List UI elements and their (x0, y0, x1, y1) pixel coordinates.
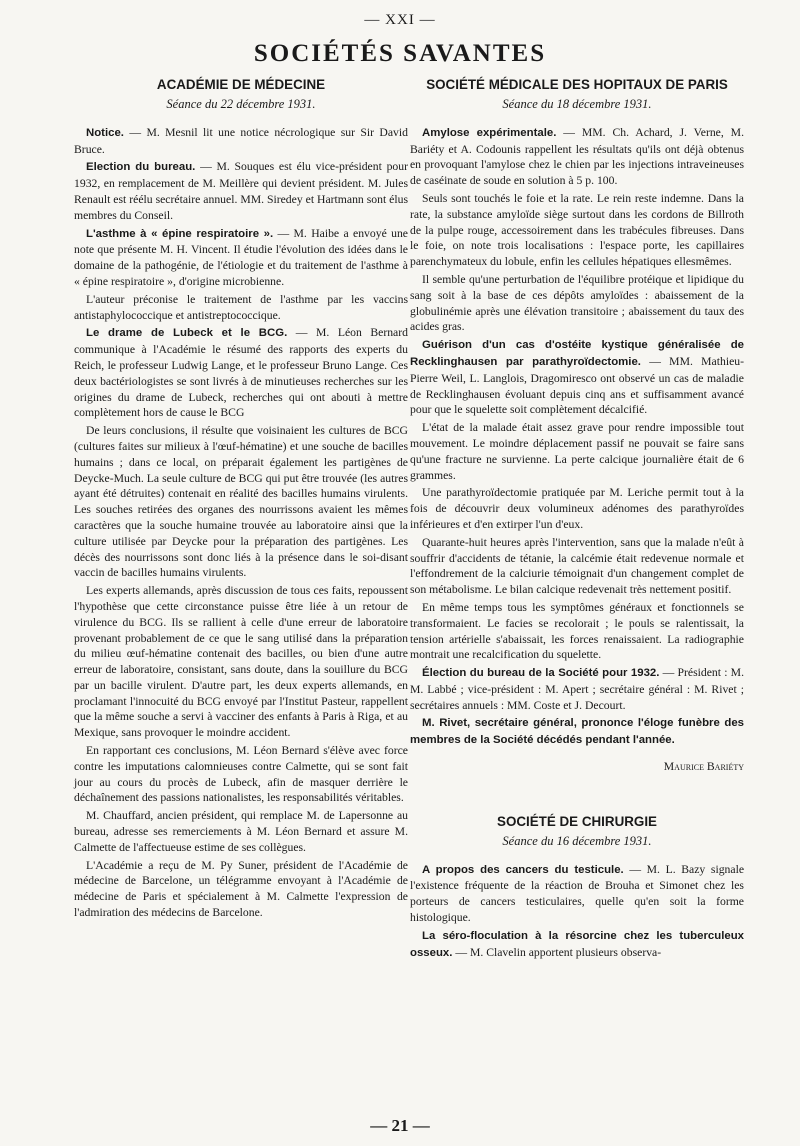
roman-folio: — XXI — (364, 12, 436, 28)
chirurgie-title: SOCIÉTÉ DE CHIRURGIE (497, 813, 657, 829)
paragraph-text: — M. Haibe a envoyé une note que présente M. H. Vincent. Il étudie l'évolution des idées dans le domaine de la pathogénie, de l'étiologie et du traitement de l'asthme à « épine respiratoire », d'origine microbienne. (74, 226, 408, 288)
paragraph-text: — M. Clavelin apportent plusieurs observa- (452, 945, 662, 959)
paragraph-text: Il semble qu'une perturbation de l'équilibre protéique et lipidique du sang soit à la base de ces dépôts amyloïdes : abaissement de la globulinémie après une élévation transitoire ; abaissement du taux des acides gras. (410, 272, 744, 334)
academie-paragraphs (74, 125, 408, 921)
paragraph (410, 272, 744, 335)
paragraph (410, 862, 744, 926)
section-gap (410, 775, 744, 813)
paragraph-lead: L'asthme à « épine respiratoire ». (86, 227, 274, 240)
chirurgie-paragraphs (410, 862, 744, 962)
paragraph-text: L'auteur préconise le traitement de l'asthme par les vaccins antistaphylococcique et antistreptococcique. (74, 292, 408, 322)
paragraph (74, 159, 408, 223)
paragraph (410, 535, 744, 598)
paragraph-text: — MM. Ch. Achard, J. Verne, M. Bariéty et A. Codounis rappellent les résultats qu'ils ont déjà obtenus en provoquant l'amylose chez le chien par les injections intraveineuses de caséinate de soude en solution à 5 p. 100. (410, 125, 744, 188)
hopitaux-seance: Séance du 18 décembre 1931. (502, 97, 652, 111)
paragraph-text: Les experts allemands, après discussion de tous ces faits, repoussent l'hypothèse que cette circonstance puisse être liée à un retour de virulence du BCG. Ils se rallient à celle d'une erreur de laboratoire provenant probablement de ce que le sang utilisé dans la préparation du milieu œuf-hématine contenait des bacilles, ou bien d'une autre erreur de laboratoire, consistant, sans doute, dans la souillure du BCG par un bacille virulent. D'autre part, les deux experts allemands, en proclamant l'innocuité du BCG envoyé par l'Institut Pasteur, rappellent que la même souche a servi à vacciner des enfants à Paris à Riga, et au Mexique, sans provoquer le moindre accident. (74, 584, 408, 740)
paragraph-text: — M. Mesnil lit une notice nécrologique sur Sir David Bruce. (74, 125, 408, 156)
paragraph-lead: A propos des cancers du testicule. (422, 863, 624, 876)
paragraph-lead: Élection du bureau de la Société pour 1932. (422, 667, 660, 680)
paragraph (74, 125, 408, 158)
paragraph (74, 292, 408, 324)
hopitaux-paragraphs (410, 125, 744, 749)
paragraph-text: Seuls sont touchés le foie et la rate. Le rein reste indemne. Dans la rate, la substance amyloïde siège surtout dans les cordons de Billroth de la pulpe rouge, accessoirement dans les trabécules fibreuses. Dans le foie, on note trois localisations : l'espace porte, les capillaires parenchymateux du lobule, enfin les cellules hépatiques ellesmêmes. (410, 191, 744, 269)
paragraph-text: En rapportant ces conclusions, M. Léon Bernard s'élève avec force contre les imputations calomnieuses contre Calmette, qui se sont fait jour au cours du procès de Lubeck, afin de masquer derrière le déchaînement des passions nationalistes, les responsabilités véritables. (74, 744, 408, 805)
paragraph (410, 485, 744, 532)
academie-title: ACADÉMIE DE MÉDECINE (156, 77, 326, 92)
paragraph-lead: Election du bureau. (86, 161, 196, 174)
paragraph-text: L'Académie a reçu de M. Py Suner, président de l'Académie de médecine de Barcelone, un télégramme envoyant à l'Académie de médecine de Paris et spécialement à M. Calmette l'expression de l'admiration des médecins de Barcelone. (74, 858, 408, 920)
paragraph (410, 125, 744, 189)
paragraph-text: De leurs conclusions, il résulte que voisinaient les cultures de BCG (cultures faites sur milieux à l'œuf-hématine) et une souche de bacilles humains ; dans ce local, on préparait également les partigènes de Deycke-Much. La seule culture de BCG qui put être trouvée (les autres ayant été détruites) contenait en réalité des bacilles humains virulents. Les souches retirées des organes des nourrissons avaient les mêmes caractères que la souche humaine trouvée au laboratoire ainsi que la culture utilisée par Deycke pour la préparation des partigènes. Les décès des nourrissons sont donc liés à la présence dans le soi-disant vaccin de bacilles humains virulents. (74, 424, 408, 580)
paragraph (410, 715, 744, 749)
paragraph (74, 583, 408, 741)
page-number: — 21 — (370, 1116, 430, 1135)
paragraph-lead: Amylose expérimentale. (422, 126, 557, 139)
paragraph-text: Quarante-huit heures après l'intervention, sans que la malade n'eût à souffrir d'accidents de tétanie, la calcémie était redevenue normale et l'effondrement de la calciurie témoignait d'un changement complet de son métabolisme. Le bilan calcique redevenait très nettement positif. (410, 535, 744, 597)
signature: Maurice Bariéty (663, 760, 744, 774)
paragraph-text: M. Chauffard, ancien président, qui remplace M. de Lapersonne au bureau, adresse ses remerciements à M. Léon Bernard et assure M. Calmette de l'affectueuse estime de ses collègues. (74, 809, 408, 854)
paragraph-text: — M. L. Bazy signale l'existence fréquente de la réaction de Brouha et Simonet chez les porteurs de cancers testiculaires, quelle qu'en soit la forme histologique. (410, 862, 745, 925)
paragraph-lead: La séro-floculation à la résorcine chez les tuberculeux osseux. (410, 929, 744, 959)
hopitaux-title: SOCIÉTÉ MÉDICALE DES HOPITAUX DE PARIS (426, 77, 728, 92)
right-column (410, 76, 744, 963)
academie-seance: Séance du 22 décembre 1931. (166, 97, 316, 111)
paragraph-text: — M. Souques est élu vice-président pour 1932, en remplacement de M. Meillère qui devient président. M. Jules Renault est réélu secrétaire annuel. MM. Siredey et Hartmann sont élus membres du Conseil. (74, 160, 408, 222)
paragraph-text: — Président : M. M. Labbé ; vice-président : M. Apert ; secrétaire général : M. Rivet ; secrétaires annuels : MM. Coste et J. Decourt. (410, 666, 744, 712)
paragraph (74, 325, 408, 421)
paragraph (410, 337, 744, 418)
paragraph-text: Une parathyroïdectomie pratiquée par M. Leriche permit tout à la fois de découvrir deux volumineux adénomes des parathyroïdes inférieures et d'en extirper l'un d'eux. (410, 486, 744, 531)
paragraph (410, 420, 744, 483)
paragraph-text: L'état de la malade était assez grave pour rendre impossible tout mouvement. Le moindre déplacement passif ne pouvait se faire sans qu'une fracture ne survienne. La perte calcique journalière était de 6 grammes. (410, 421, 744, 482)
paragraph-lead: Notice. (86, 126, 124, 139)
paragraph-text: — MM. Mathieu-Pierre Weil, L. Langlois, Dragomiresco ont observé un cas de maladie de Recklinghausen évoluant depuis cinq ans et suffisamment avancé pour que le squelette soit complètement décalcifié. (410, 354, 744, 417)
paragraph-lead: M. Rivet, secrétaire général, prononce l'éloge funèbre des membres de la Société décédés pendant l'année. (410, 717, 744, 747)
paragraph (74, 743, 408, 806)
paragraph (410, 600, 744, 663)
paragraph (410, 928, 744, 962)
chirurgie-seance: Séance du 16 décembre 1931. (502, 833, 652, 848)
paragraph-lead: Le drame de Lubeck et le BCG. (86, 327, 288, 340)
paragraph (74, 808, 408, 855)
paragraph (74, 423, 408, 581)
paragraph (410, 191, 744, 270)
paragraph-lead: Guérison d'un cas d'ostéite kystique généralisée de Recklinghausen par parathyroïdectomie. (410, 339, 744, 368)
paragraph (74, 226, 408, 290)
paragraph-text: — M. Léon Bernard communique à l'Académie le résumé des rapports des experts du Reich, le professeur Ludwig Lange, et le professeur Bruno Lange. Ces deux bactériologistes se sont livrés à de minutieuses recherches sur les origines du drame de Lubeck, recherches qui ont abouti à mettre complètement hors de cause le BCG (74, 326, 408, 420)
main-title: SOCIÉTÉS SAVANTES (253, 40, 547, 67)
left-column (74, 76, 408, 923)
paragraph (74, 858, 408, 921)
paragraph-text: En même temps tous les symptômes généraux et fonctionnels se transformaient. Le facies se recolorait ; le pouls se ralentissait, la tension artérielle s'abaissait, les forces renaissaient. La radiographie montrait une recalcification du squelette. (410, 600, 744, 662)
paragraph (410, 665, 744, 713)
